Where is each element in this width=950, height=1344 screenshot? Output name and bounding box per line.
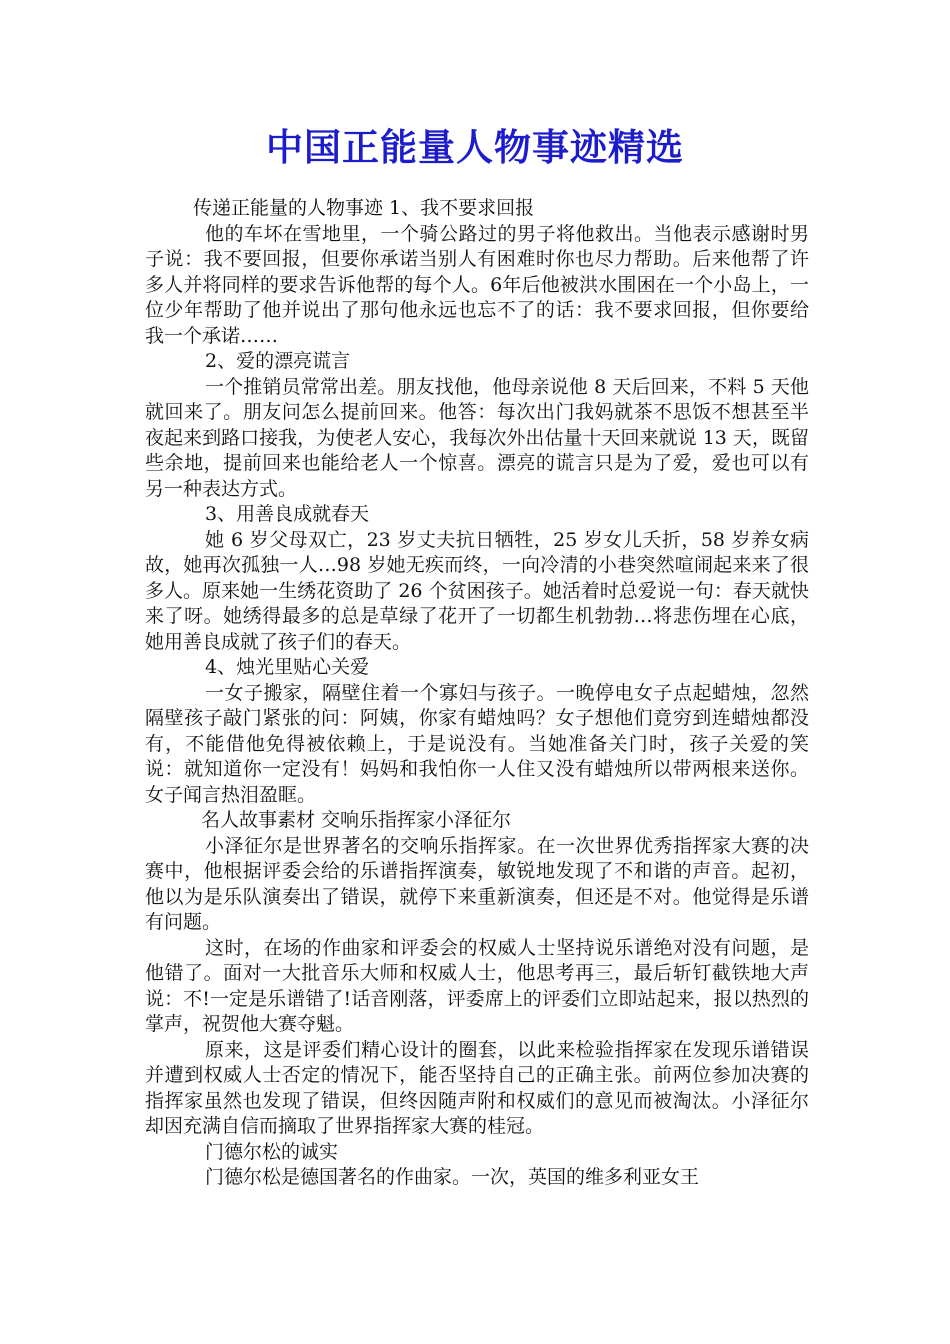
document-title: 中国正能量人物事迹精选 bbox=[266, 126, 684, 169]
story-paragraph-8: 门德尔松是德国著名的作曲家。一次，英国的维多利亚女王 bbox=[205, 1166, 700, 1188]
story-paragraph-5: 小泽征尔是世界著名的交响乐指挥家。在一次世界优秀指挥家大赛的决赛中，他根据评委会给的乐谱指挥演奏，敏锐地发现了不和谐的声音。起初，他以为是乐队演奏出了错误，就停下来重新演奏，但还是不对。他觉得是乐谱有问题。 bbox=[145, 834, 809, 933]
story-paragraph-7: 原来，这是评委们精心设计的圈套，以此来检验指挥家在发现乐谱错误并遭到权威人士否定的情况下，能否坚持自己的正确主张。前两位参加决赛的指挥家虽然也发现了错误，但终因随声附和权威们的意见而被淘汰。小泽征尔却因充满自信而摘取了世界指挥家大赛的桂冠。 bbox=[145, 1038, 809, 1137]
story-paragraph-2: 一个推销员常常出差。朋友找他，他母亲说他 8 天后回来，不料 5 天他就回来了。朋友问怎么提前回来。他答：每次出门我妈就茶不思饭不想甚至半夜起来到路口接我，为使老人安心，我每次外出估量十天回来就说 13 天，既留些余地，提前回来也能给老人一个惊喜。漂亮的谎言只是为了爱，爱也可以有另一种表达方式。 bbox=[145, 375, 809, 500]
story-paragraph-6: 这时，在场的作曲家和评委会的权威人士坚持说乐谱绝对没有问题，是他错了。面对一大批音乐大师和权威人士，他思考再三，最后斩钉截铁地大声说：不!一定是乐谱错了!话音刚落，评委席上的评委们立即站起来，报以热烈的掌声，祝贺他大赛夺魁。 bbox=[145, 936, 809, 1035]
story-heading-3: 3、用善良成就春天 bbox=[205, 503, 370, 525]
story-paragraph-1: 他的车坏在雪地里，一个骑公路过的男子将他救出。当他表示感谢时男子说：我不要回报，但要你承诺当别人有困难时你也尽力帮助。后来他帮了许多人并将同样的要求告诉他帮的每个人。6年后他被洪水围困在一个小岛上，一位少年帮助了他并说出了那句他永远也忘不了的话：我不要求回报，但你要给我一个承诺…… bbox=[145, 222, 809, 347]
story-paragraph-3: 她 6 岁父母双亡，23 岁丈夫抗日牺牲，25 岁女儿夭折，58 岁养女病故，她再次孤独一人…98 岁她无疾而终，一向冷清的小巷突然喧闹起来来了很多人。原来她一生绣花资助了 26 个贫困孩子。她活着时总爱说一句：春天就快来了呀。她绣得最多的总是草绿了花开了一切都生机勃勃…将悲伤埋在心底，她用善良成就了孩子们的春天。 bbox=[145, 528, 809, 653]
story-heading-6: 门德尔松的诚实 bbox=[205, 1140, 339, 1163]
story-heading-2: 2、爱的漂亮谎言 bbox=[205, 350, 351, 372]
story-heading-5: 名人故事素材 交响乐指挥家小泽征尔 bbox=[201, 809, 512, 831]
story-heading-4: 4、烛光里贴心关爱 bbox=[205, 656, 370, 678]
document-body bbox=[145, 196, 809, 1191]
story-paragraph-4: 一女子搬家，隔壁住着一个寡妇与孩子。一晚停电女子点起蜡烛，忽然隔壁孩子敲门紧张的问：阿姨，你家有蜡烛吗？女子想他们竟穷到连蜡烛都没有，不能借他免得被依赖上，于是说没有。当她准备关门时，孩子关爱的笑说：就知道你一定没有！妈妈和我怕你一人住又没有蜡烛所以带两根来送你。女子闻言热泪盈眶。 bbox=[145, 681, 809, 806]
story-heading-1: 传递正能量的人物事迹 1、我不要求回报 bbox=[193, 197, 535, 219]
